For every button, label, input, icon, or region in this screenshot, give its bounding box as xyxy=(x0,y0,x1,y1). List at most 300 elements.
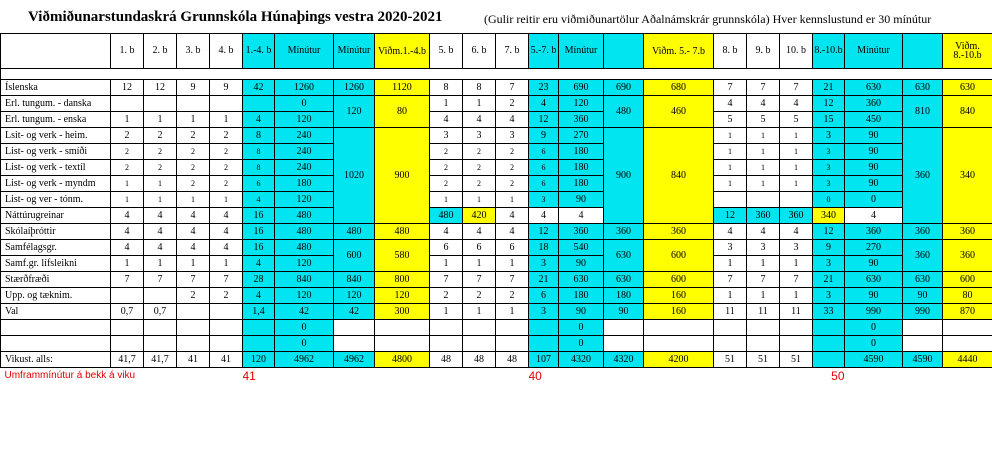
table-cell: 460 xyxy=(644,96,714,128)
table-cell: 51 xyxy=(714,352,747,368)
table-cell: 4800 xyxy=(375,352,430,368)
table-cell: 360 xyxy=(559,112,604,128)
table-cell: 4 xyxy=(144,208,177,224)
table-cell xyxy=(496,320,529,336)
table-cell: 630 xyxy=(845,272,903,288)
table-cell: 7 xyxy=(144,272,177,288)
table-cell: 9 xyxy=(177,80,210,96)
table-cell: 2 xyxy=(144,160,177,176)
table-cell: 840 xyxy=(334,272,375,288)
table-cell xyxy=(334,320,375,336)
table-cell: 240 xyxy=(275,144,334,160)
table-row xyxy=(1,208,992,224)
table-cell xyxy=(144,336,177,352)
table-cell: 8 xyxy=(243,144,275,160)
table-cell: 7 xyxy=(210,272,243,288)
table-cell: 41 xyxy=(210,352,243,368)
table-cell: 0 xyxy=(275,96,334,112)
table-cell: 21 xyxy=(529,272,559,288)
table-cell xyxy=(496,336,529,352)
table-cell: 240 xyxy=(275,128,334,144)
table-cell: 4 xyxy=(463,224,496,240)
table-cell: 2 xyxy=(210,144,243,160)
table-cell: 1 xyxy=(747,288,780,304)
table-cell: 360 xyxy=(845,96,903,112)
table-cell xyxy=(430,336,463,352)
table-cell: 90 xyxy=(604,304,644,320)
table-cell: 0 xyxy=(845,192,903,208)
table-cell: 3 xyxy=(813,128,845,144)
table-cell: 1 xyxy=(747,176,780,192)
table-cell: 1 xyxy=(463,192,496,208)
table-cell: 0 xyxy=(813,192,845,208)
table-cell: 2 xyxy=(463,144,496,160)
table-cell xyxy=(177,96,210,112)
table-cell: 480 xyxy=(430,208,463,224)
table-cell xyxy=(177,336,210,352)
table-cell: 90 xyxy=(845,176,903,192)
table-cell xyxy=(144,96,177,112)
table-cell xyxy=(813,320,845,336)
table-cell: 2 xyxy=(210,128,243,144)
table-cell: 2 xyxy=(177,160,210,176)
header-cell: Viðm. 5.- 7.b xyxy=(644,34,714,69)
table-cell: 1 xyxy=(111,192,144,208)
table-cell: 180 xyxy=(559,160,604,176)
table-cell: 4 xyxy=(559,208,604,224)
row-label: Stærðfræði xyxy=(1,272,111,288)
table-cell: 2 xyxy=(111,128,144,144)
table-cell xyxy=(780,192,813,208)
table-row xyxy=(1,224,992,240)
table-cell: 42 xyxy=(243,80,275,96)
row-label: List- og verk - myndm xyxy=(1,176,111,192)
table-cell: 4320 xyxy=(604,352,644,368)
table-cell: 690 xyxy=(604,80,644,96)
table-cell: 1020 xyxy=(334,128,375,224)
table-cell xyxy=(177,320,210,336)
row-label: Skólaíþróttir xyxy=(1,224,111,240)
table-cell: 3 xyxy=(430,128,463,144)
table-cell: 3 xyxy=(813,176,845,192)
table-cell: 4 xyxy=(529,96,559,112)
table-cell: 630 xyxy=(604,240,644,272)
table-cell xyxy=(111,96,144,112)
table-cell: 2 xyxy=(496,96,529,112)
table-cell: 28 xyxy=(243,272,275,288)
table-cell: 1 xyxy=(714,160,747,176)
table-cell: 15 xyxy=(813,112,845,128)
table-cell: 1 xyxy=(430,96,463,112)
table-cell: 9 xyxy=(210,80,243,96)
table-row xyxy=(1,69,992,80)
table-cell: 7 xyxy=(747,80,780,96)
table-cell: 90 xyxy=(559,192,604,208)
table-cell: 1 xyxy=(780,256,813,272)
table-cell: 630 xyxy=(903,272,943,288)
table-cell: 0 xyxy=(275,320,334,336)
header-cell: Viðm.1.-4.b xyxy=(375,34,430,69)
table-cell: 4 xyxy=(430,224,463,240)
table-cell: 870 xyxy=(943,304,992,320)
table-cell: 4 xyxy=(210,224,243,240)
table-cell: 2 xyxy=(496,144,529,160)
table-cell: 1 xyxy=(714,288,747,304)
table-cell xyxy=(275,368,529,384)
table-cell xyxy=(243,96,275,112)
table-cell: 240 xyxy=(275,160,334,176)
table-cell xyxy=(747,336,780,352)
header-cell: Mínútur xyxy=(275,34,334,69)
table-cell: 4 xyxy=(463,112,496,128)
table-cell xyxy=(780,336,813,352)
row-label: Samfélagsgr. xyxy=(1,240,111,256)
header-cell: 8.-10.b xyxy=(813,34,845,69)
header-cell: 2. b xyxy=(144,34,177,69)
header-cell xyxy=(903,34,943,69)
table-cell: 1 xyxy=(780,128,813,144)
table-cell: 11 xyxy=(714,304,747,320)
table-cell: 12 xyxy=(529,224,559,240)
table-cell: 1120 xyxy=(375,80,430,96)
table-cell: 4962 xyxy=(334,352,375,368)
table-cell: 480 xyxy=(275,240,334,256)
table-cell: 16 xyxy=(243,224,275,240)
table-cell: 1 xyxy=(747,128,780,144)
table-cell: 51 xyxy=(780,352,813,368)
footer-value-1-4: 41 xyxy=(242,368,256,383)
table-cell: 1 xyxy=(144,176,177,192)
table-cell: 630 xyxy=(845,80,903,96)
header-cell: Mínútur xyxy=(334,34,375,69)
row-label: Vikust. alls: xyxy=(1,352,111,368)
table-cell: 360 xyxy=(903,240,943,272)
table-cell: 80 xyxy=(943,288,992,304)
header-cell: 3. b xyxy=(177,34,210,69)
table-cell: 120 xyxy=(334,96,375,128)
table-cell: 0,7 xyxy=(111,304,144,320)
table-cell: 3 xyxy=(813,288,845,304)
table-cell: 1,4 xyxy=(243,304,275,320)
table-cell: 3 xyxy=(813,160,845,176)
table-cell: 7 xyxy=(747,272,780,288)
table-cell: 12 xyxy=(144,80,177,96)
table-cell: 107 xyxy=(529,352,559,368)
table-cell: 2 xyxy=(177,176,210,192)
row-label: Náttúrugreinar xyxy=(1,208,111,224)
table-cell: 2 xyxy=(463,288,496,304)
table-cell: 2 xyxy=(144,144,177,160)
table-cell: 51 xyxy=(747,352,780,368)
table-cell: 4 xyxy=(747,224,780,240)
table-cell: 1 xyxy=(177,192,210,208)
table-cell: 4 xyxy=(747,96,780,112)
table-cell: 120 xyxy=(275,288,334,304)
table-cell: 360 xyxy=(903,128,943,224)
table-cell: 2 xyxy=(210,288,243,304)
table-cell: 360 xyxy=(903,224,943,240)
table-cell: 840 xyxy=(275,272,334,288)
table-cell: 4 xyxy=(111,240,144,256)
table-cell: 42 xyxy=(275,304,334,320)
table-cell: 4 xyxy=(780,224,813,240)
table-cell: 180 xyxy=(604,288,644,304)
table-cell: 1 xyxy=(144,256,177,272)
table-cell xyxy=(210,336,243,352)
table-cell: 4 xyxy=(845,208,903,224)
table-cell xyxy=(780,320,813,336)
table-cell: 6 xyxy=(463,240,496,256)
table-cell: 4 xyxy=(243,112,275,128)
table-cell xyxy=(144,320,177,336)
table-cell: 360 xyxy=(559,224,604,240)
table-cell: 4 xyxy=(177,224,210,240)
header-cell: Mínútur xyxy=(845,34,903,69)
table-cell: 1 xyxy=(714,128,747,144)
table-cell: 6 xyxy=(243,176,275,192)
table-cell: 1 xyxy=(747,144,780,160)
row-label: Erl. tungum. - danska xyxy=(1,96,111,112)
footer-value-8-10: 50 xyxy=(831,368,845,383)
table-cell: 7 xyxy=(780,272,813,288)
table-cell xyxy=(210,368,243,384)
table-cell: 600 xyxy=(334,240,375,272)
table-cell: 600 xyxy=(943,272,992,288)
table-cell: 1 xyxy=(747,256,780,272)
table-cell xyxy=(529,320,559,336)
table-cell: 360 xyxy=(780,208,813,224)
table-cell: 2 xyxy=(430,144,463,160)
table-cell: 4 xyxy=(144,224,177,240)
row-label: List- og ver - tónm. xyxy=(1,192,111,208)
table-cell: 6 xyxy=(529,144,559,160)
table-cell xyxy=(644,336,714,352)
table-cell: 300 xyxy=(375,304,430,320)
table-row xyxy=(1,112,992,128)
table-row xyxy=(1,96,992,112)
header-cell: 8. b xyxy=(714,34,747,69)
table-cell: 120 xyxy=(275,256,334,272)
table-cell: 48 xyxy=(496,352,529,368)
table-cell: 180 xyxy=(559,288,604,304)
table-cell: 0 xyxy=(275,336,334,352)
table-cell: 2 xyxy=(177,288,210,304)
table-cell: 2 xyxy=(210,176,243,192)
row-label: Val xyxy=(1,304,111,320)
table-cell: 11 xyxy=(780,304,813,320)
table-cell: 0 xyxy=(845,336,903,352)
table-cell: 4200 xyxy=(644,352,714,368)
header-cell: 5. b xyxy=(430,34,463,69)
table-cell: 4440 xyxy=(943,352,992,368)
table-cell: 2 xyxy=(463,176,496,192)
table-cell: 1 xyxy=(780,176,813,192)
table-cell: 11 xyxy=(747,304,780,320)
table-cell: 4 xyxy=(243,256,275,272)
table-cell: 1 xyxy=(747,160,780,176)
table-cell: 480 xyxy=(275,224,334,240)
table-cell: 120 xyxy=(334,288,375,304)
table-cell: 630 xyxy=(604,272,644,288)
table-cell: 540 xyxy=(559,240,604,256)
table-cell: 6 xyxy=(496,240,529,256)
table-cell: 7 xyxy=(177,272,210,288)
table-cell: 3 xyxy=(747,240,780,256)
header-cell: 10. b xyxy=(780,34,813,69)
row-label: Íslenska xyxy=(1,80,111,96)
table-cell: 680 xyxy=(644,80,714,96)
table-cell: 480 xyxy=(375,224,430,240)
table-cell: 800 xyxy=(375,272,430,288)
table-cell: 1 xyxy=(430,304,463,320)
table-cell xyxy=(714,320,747,336)
table-cell: 1 xyxy=(496,256,529,272)
table-cell: 90 xyxy=(559,304,604,320)
table-cell: 4 xyxy=(496,112,529,128)
header-cell: 1. b xyxy=(111,34,144,69)
table-cell: 360 xyxy=(604,224,644,240)
table-cell: 5 xyxy=(780,112,813,128)
page-subtitle: (Gulir reitir eru viðmiðunartölur Aðalnámskrár grunnskóla) Hver kennslustund er 30 mínútur xyxy=(484,12,932,26)
table-cell: 2 xyxy=(210,160,243,176)
header-cell: 4. b xyxy=(210,34,243,69)
table-cell xyxy=(375,336,430,352)
header-cell: Mínútur xyxy=(559,34,604,69)
header-cell: 7. b xyxy=(496,34,529,69)
table-cell: 1 xyxy=(430,192,463,208)
table-cell: 4 xyxy=(714,96,747,112)
table-cell: 3 xyxy=(780,240,813,256)
table-cell xyxy=(943,320,992,336)
table-cell: 1 xyxy=(177,112,210,128)
table-cell: 4 xyxy=(111,224,144,240)
table-cell: 4 xyxy=(243,288,275,304)
table-cell: 600 xyxy=(644,272,714,288)
table-cell: 2 xyxy=(177,128,210,144)
table-cell xyxy=(210,320,243,336)
table-row xyxy=(1,80,992,96)
table-cell: 3 xyxy=(813,144,845,160)
table-cell: 630 xyxy=(903,80,943,96)
table-cell: 1 xyxy=(463,304,496,320)
table-cell: 12 xyxy=(813,96,845,112)
table-cell: 3 xyxy=(496,128,529,144)
table-row xyxy=(1,176,992,192)
table-cell: 840 xyxy=(644,128,714,224)
table-cell: 5 xyxy=(714,112,747,128)
row-label: List- og verk - textíl xyxy=(1,160,111,176)
table-cell: 4 xyxy=(177,240,210,256)
table-cell xyxy=(334,336,375,352)
table-cell xyxy=(845,368,992,384)
footer-label: Umframmínútur á bekk á viku xyxy=(4,369,136,381)
table-cell: 630 xyxy=(559,272,604,288)
table-cell: 1 xyxy=(780,144,813,160)
table-cell: 420 xyxy=(463,208,496,224)
table-cell xyxy=(210,96,243,112)
table-cell: 6 xyxy=(430,240,463,256)
table-row xyxy=(1,304,992,320)
table-cell: 2 xyxy=(430,176,463,192)
table-cell: 810 xyxy=(903,96,943,128)
footer-value-5-7: 40 xyxy=(528,368,542,383)
table-cell: 360 xyxy=(943,240,992,272)
table-cell: 900 xyxy=(375,128,430,224)
table-cell: 2 xyxy=(144,128,177,144)
row-label: Samf.gr. lífsleikni xyxy=(1,256,111,272)
table-cell: 1 xyxy=(780,288,813,304)
header-cell: 5.-7. b xyxy=(529,34,559,69)
row-label: List- og verk - smíði xyxy=(1,144,111,160)
table-row xyxy=(1,192,992,208)
table-cell: 480 xyxy=(334,224,375,240)
table-cell: 1 xyxy=(177,256,210,272)
header-cell xyxy=(604,34,644,69)
table-cell xyxy=(243,320,275,336)
table-cell xyxy=(747,320,780,336)
table-row xyxy=(1,240,992,256)
table-cell: 6 xyxy=(529,176,559,192)
schedule-table xyxy=(0,33,992,383)
table-cell: 360 xyxy=(747,208,780,224)
table-cell: 840 xyxy=(943,96,992,128)
table-cell: 4590 xyxy=(845,352,903,368)
table-cell: 7 xyxy=(496,272,529,288)
table-cell xyxy=(177,304,210,320)
table-cell: 1 xyxy=(111,176,144,192)
table-cell xyxy=(604,336,644,352)
table-cell: 12 xyxy=(529,112,559,128)
total-row xyxy=(1,352,992,368)
table-cell: 90 xyxy=(845,288,903,304)
table-cell: 1 xyxy=(111,112,144,128)
table-cell: 360 xyxy=(644,224,714,240)
table-cell xyxy=(604,320,644,336)
table-cell: 2 xyxy=(177,144,210,160)
table-cell: 90 xyxy=(559,256,604,272)
table-cell: 1 xyxy=(430,256,463,272)
table-cell: 480 xyxy=(604,96,644,128)
table-cell: 3 xyxy=(529,192,559,208)
table-cell: 1 xyxy=(210,112,243,128)
table-cell: 41,7 xyxy=(144,352,177,368)
table-row xyxy=(1,160,992,176)
table-cell: 1 xyxy=(463,256,496,272)
table-cell: 580 xyxy=(375,240,430,272)
table-cell: 8 xyxy=(243,160,275,176)
table-cell xyxy=(111,288,144,304)
table-cell: 90 xyxy=(845,256,903,272)
table-cell: 7 xyxy=(714,272,747,288)
table-cell xyxy=(943,336,992,352)
table-cell: 2 xyxy=(463,160,496,176)
table-cell: 18 xyxy=(529,240,559,256)
table-cell: 12 xyxy=(111,80,144,96)
table-cell: 41,7 xyxy=(111,352,144,368)
table-cell: 21 xyxy=(813,80,845,96)
table-cell xyxy=(714,192,747,208)
header-cell: 6. b xyxy=(463,34,496,69)
table-cell: 270 xyxy=(845,240,903,256)
table-cell: 4 xyxy=(144,240,177,256)
table-cell: 990 xyxy=(845,304,903,320)
table-cell: 90 xyxy=(845,144,903,160)
table-cell xyxy=(111,320,144,336)
table-cell: 180 xyxy=(559,144,604,160)
table-cell: 42 xyxy=(334,304,375,320)
footer-row xyxy=(1,368,992,384)
table-cell xyxy=(529,336,559,352)
